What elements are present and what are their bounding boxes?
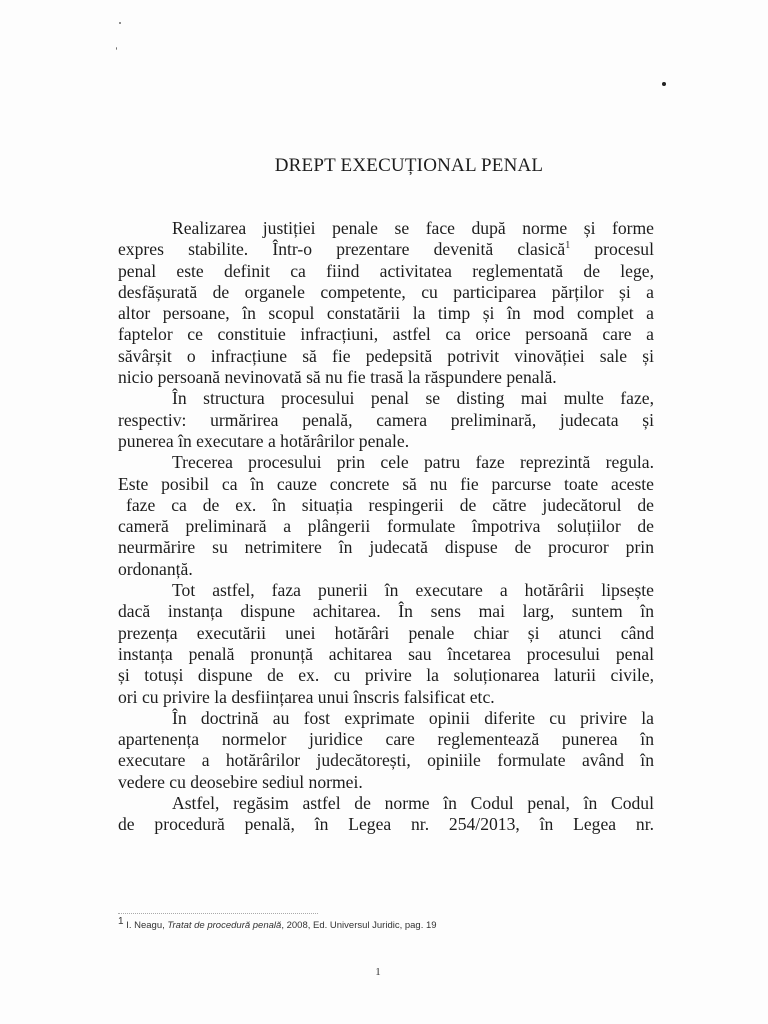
- footnote-work: Tratat de procedură penală: [167, 920, 282, 931]
- text-line: În structura procesului penal se disting mai multe faze,: [172, 388, 654, 409]
- footnote-rest: , 2008, Ed. Universul Juridic, pag. 19: [281, 920, 437, 931]
- text-line: apartenența normelor juridice care reglementează punerea în: [118, 729, 654, 750]
- text-line: altor persoane, în scopul constatării la timp și în mod complet a: [118, 303, 654, 324]
- text-line: respectiv: urmărirea penală, camera preliminară, judecata și: [118, 409, 654, 430]
- text-line: neurmărire su netrimitere în judecată dispuse de procuror prin: [118, 537, 654, 558]
- footnote-marker: 1: [118, 915, 124, 927]
- text-line: de procedură penală, în Legea nr. 254/2013, în Legea nr.: [118, 814, 654, 835]
- text-line: nicio persoană nevinovată să nu fie trasă la răspundere penală.: [118, 367, 557, 388]
- body-text: [118, 218, 654, 836]
- text-line: vedere cu deosebire sediul normei.: [118, 771, 363, 792]
- text-line: săvârșit o infracțiune să fie pedepsită potrivit vinovăției sale și: [118, 345, 654, 366]
- text-line: și totuși dispune de ex. cu privire la soluționarea laturii civile,: [118, 665, 654, 686]
- footnote-ref: 1: [565, 240, 571, 252]
- footnote-author: I. Neagu,: [126, 920, 168, 931]
- document-title-text: DREPT EXECUȚIONAL PENAL: [274, 155, 544, 176]
- text-line: Realizarea justiției penale se face după norme și forme: [172, 218, 654, 238]
- page-number: [0, 966, 768, 978]
- scan-speck: [116, 47, 117, 50]
- text-line: expres stabilite. Într-o prezentare devenită clasică$^1$ procesul: [118, 239, 654, 260]
- scan-speck: [662, 82, 666, 86]
- text-line: faze ca de ex. în situația respingerii de către judecătorul de: [126, 494, 654, 515]
- text-line: penal este definit ca fiind activitatea reglementată de lege,: [118, 260, 654, 281]
- document-title: [0, 155, 768, 177]
- text-line: Astfel, regăsim astfel de norme în Codul penal, în Codul: [172, 793, 654, 814]
- text-line: Este posibil ca în cauze concrete să nu fie parcurse toate aceste: [118, 473, 654, 494]
- text-line: prezența executării unei hotărâri penale chiar și atunci când: [118, 622, 654, 643]
- text-line: dacă instanța dispune achitarea. În sens mai larg, suntem în: [118, 601, 654, 622]
- scan-speck: [119, 22, 121, 24]
- text-line: punerea în executare a hotărârilor penale.: [118, 430, 410, 451]
- text-line: ordonanță.: [118, 558, 193, 579]
- text-line: instanța penală pronunță achitarea sau încetarea procesului penal: [118, 643, 654, 664]
- text-line: Tot astfel, faza punerii în executare a hotărârii lipsește: [172, 580, 654, 601]
- text-line: faptelor ce constituie infracțiuni, astfel ca orice persoană care a: [118, 324, 654, 345]
- text-line: executare a hotărârilor judecătorești, opiniile formulate având în: [118, 750, 654, 771]
- footnote: [118, 915, 437, 931]
- page-number-text: 1: [375, 966, 381, 978]
- text-line: desfășurată de organele competente, cu participarea părților și a: [118, 281, 654, 302]
- text-line: cameră preliminară a plângerii formulate împotriva soluțiilor de: [118, 516, 654, 537]
- text-line: ori cu privire la desființarea unui înscris falsificat etc.: [118, 686, 495, 707]
- text-line: În doctrină au fost exprimate opinii diferite cu privire la: [172, 707, 654, 728]
- text-line: Trecerea procesului prin cele patru faze reprezintă regula.: [172, 452, 654, 473]
- footnote-separator: [118, 913, 318, 914]
